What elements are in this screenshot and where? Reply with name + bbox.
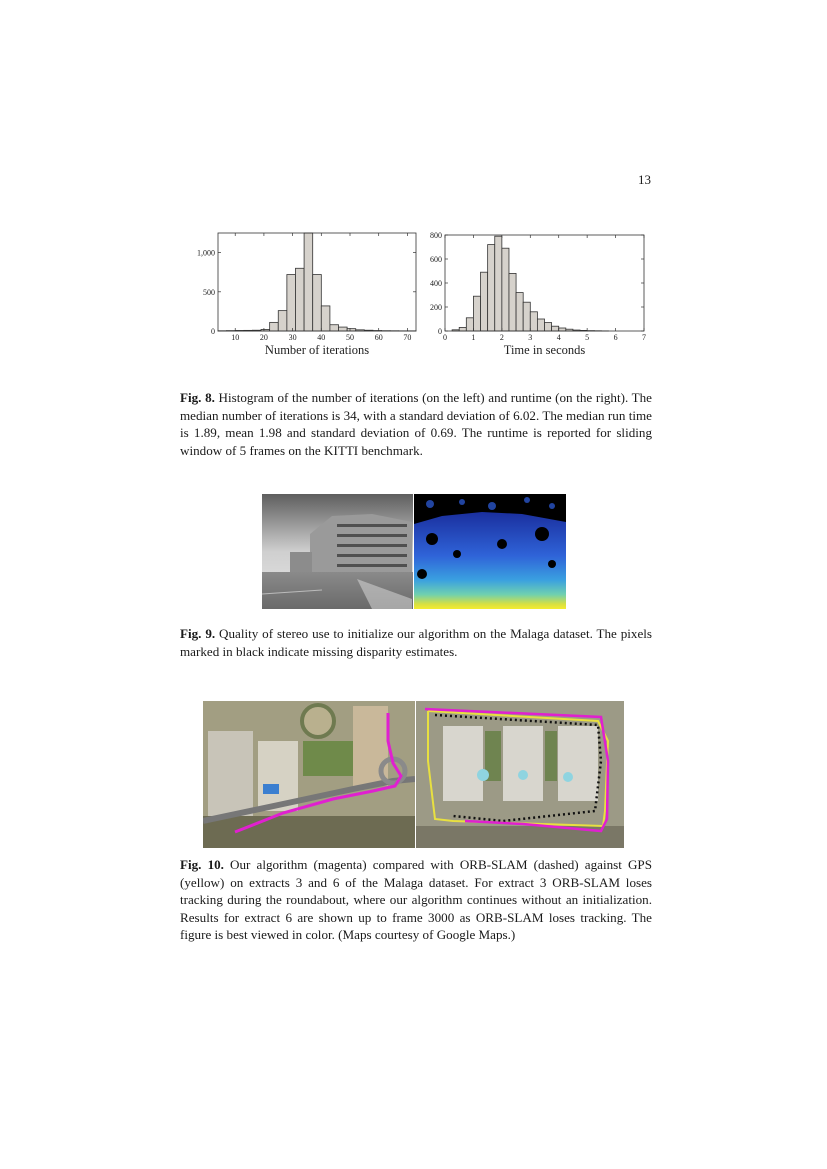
time-x-tick-label-6: 6 xyxy=(613,333,618,342)
time-x-tick-label-0: 0 xyxy=(443,333,447,342)
fig9-text: Quality of stereo use to initialize our algorithm on the Malaga dataset. The pixels marked in black indicate missing disparity estimates. xyxy=(180,626,652,659)
time-bar-10 xyxy=(523,302,530,331)
time-x-tick-label-2: 2 xyxy=(499,333,504,342)
iter-x-tick-label-2: 30 xyxy=(288,333,297,342)
time-x-axis-label: Time in seconds xyxy=(503,343,586,357)
fig8-caption xyxy=(180,389,652,459)
time-bar-9 xyxy=(516,293,523,331)
iter-x-tick-label-5: 60 xyxy=(374,333,383,342)
histogram-iterations xyxy=(180,225,420,365)
iter-bar-11 xyxy=(313,275,322,331)
iter-x-axis-label: Number of iterations xyxy=(264,343,370,357)
time-bar-2 xyxy=(466,318,473,331)
iter-y-tick-label-2: 1,000 xyxy=(197,248,215,258)
time-x-tick-label-1: 1 xyxy=(471,333,476,342)
time-x-tick-label-7: 7 xyxy=(642,333,646,342)
time-x-tick-label-5: 5 xyxy=(585,333,590,342)
iter-x-tick-label-6: 70 xyxy=(403,333,412,342)
iter-bar-10 xyxy=(304,233,313,331)
iter-x-tick-label-1: 20 xyxy=(259,333,268,342)
iter-bar-7 xyxy=(278,311,287,331)
iter-x-tick-label-0: 10 xyxy=(231,333,240,342)
time-bar-7 xyxy=(502,248,509,331)
trajectory-maps xyxy=(203,701,624,848)
disparity-map xyxy=(414,494,566,609)
iter-x-tick-label-3: 40 xyxy=(317,333,326,342)
time-bar-1 xyxy=(459,327,466,331)
time-y-tick-label-1: 200 xyxy=(430,303,442,312)
time-bar-8 xyxy=(509,273,516,331)
time-bar-5 xyxy=(488,245,495,331)
time-bar-12 xyxy=(537,319,544,331)
iter-bar-6 xyxy=(270,322,279,331)
time-y-tick-label-4: 800 xyxy=(430,231,442,240)
iter-x-tick-label-4: 50 xyxy=(346,333,354,342)
page-number: 13 xyxy=(638,172,651,187)
histogram-runtime xyxy=(420,225,652,365)
stereo-figure xyxy=(262,494,566,609)
time-y-tick-label-2: 400 xyxy=(430,279,442,288)
iter-bar-14 xyxy=(339,327,348,331)
time-y-tick-label-0: 0 xyxy=(438,327,442,336)
fig10-text: Our algorithm (magenta) compared with ORB-SLAM (dashed) against GPS (yellow) on extracts 3 and 6 of the Malaga dataset. For extract 3 ORB-SLAM loses tracking during the roundabout, where our algorithm continues without an initialization. Results for extract 6 are shown up to frame 3000 as ORB-SLAM loses tracking. The figure is best viewed in color. (Maps courtesy of Google Maps.) xyxy=(180,857,652,942)
fig8-label: Fig. 8. xyxy=(180,390,215,405)
time-bar-4 xyxy=(481,272,488,331)
time-x-tick-label-4: 4 xyxy=(556,333,561,342)
grayscale-photo xyxy=(262,494,413,609)
iter-y-tick-label-1: 500 xyxy=(203,287,215,297)
time-bar-11 xyxy=(530,312,537,331)
time-bar-14 xyxy=(552,326,559,331)
map-extract-6 xyxy=(416,701,624,848)
map-extract-3 xyxy=(203,701,415,848)
iter-bar-9 xyxy=(295,268,304,331)
fig10-label: Fig. 10. xyxy=(180,857,224,872)
iter-bar-13 xyxy=(330,325,339,331)
fig8-text: Histogram of the number of iterations (on the left) and runtime (on the right). The median number of iterations is 34, with a standard deviation of 6.02. The median run time is 1.89, mean 1.98 and standard deviation of 0.69. The runtime is reported for sliding window of 5 frames on the KITTI benchmark. xyxy=(180,390,652,458)
iter-bar-8 xyxy=(287,275,296,331)
time-bar-15 xyxy=(559,328,566,331)
time-bar-6 xyxy=(495,236,502,331)
time-bar-13 xyxy=(545,323,552,331)
time-x-tick-label-3: 3 xyxy=(528,333,533,342)
iter-y-tick-label-0: 0 xyxy=(211,327,215,336)
fig9-label: Fig. 9. xyxy=(180,626,216,641)
time-y-tick-label-3: 600 xyxy=(430,255,442,264)
time-bar-3 xyxy=(473,296,480,331)
fig9-caption xyxy=(180,625,652,660)
iter-bar-12 xyxy=(321,306,330,331)
fig10-caption xyxy=(180,856,652,944)
